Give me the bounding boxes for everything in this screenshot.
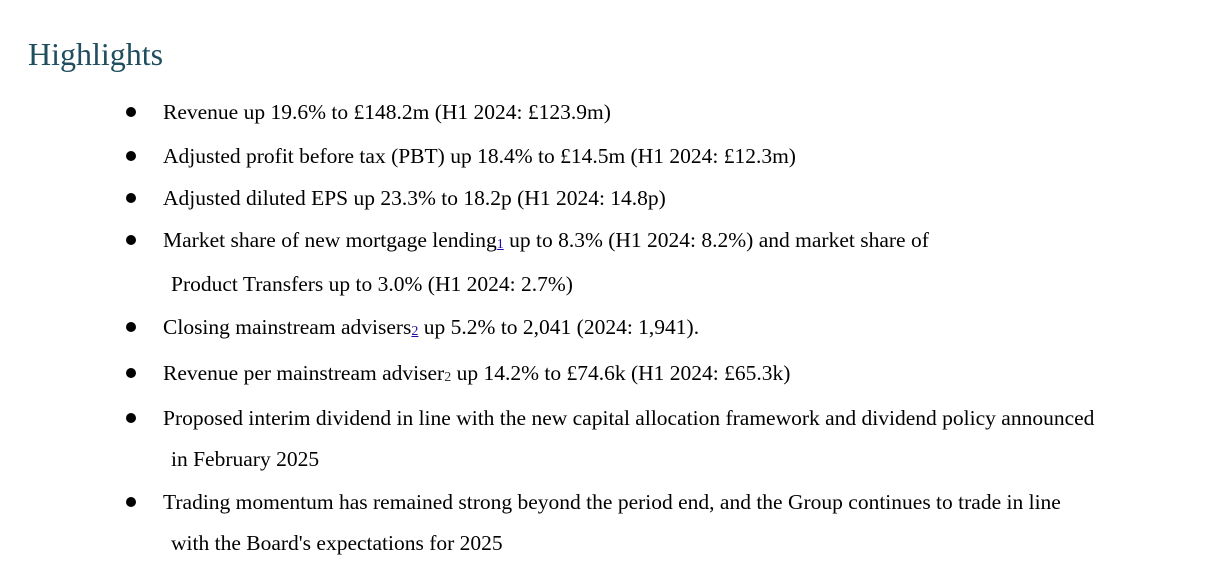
bullet-icon	[126, 235, 136, 245]
item-text	[163, 313, 699, 346]
item-text: Proposed interim dividend in line with the new capital allocation framework and dividend policy announced	[163, 406, 1095, 430]
item-text-end: up to 8.3% (H1 2024: 8.2%) and market share of	[503, 228, 929, 252]
footnote-link-2[interactable]: 2	[411, 324, 419, 339]
bullet-icon	[126, 322, 136, 332]
bullet-icon	[126, 368, 136, 378]
item-text: Adjusted profit before tax (PBT) up 18.4% to £14.5m (H1 2024: £12.3m)	[163, 144, 796, 168]
item-text-start: Revenue per mainstream adviser	[163, 361, 445, 385]
bullet-icon	[126, 193, 136, 203]
footnote-link-1[interactable]: 1	[496, 237, 504, 252]
item-text-start: Closing mainstream advisers	[163, 315, 412, 339]
bullet-icon	[126, 151, 136, 161]
item-text-end: up 5.2% to 2,041 (2024: 1,941).	[418, 315, 700, 339]
bullet-icon	[126, 413, 136, 423]
item-text	[163, 359, 790, 392]
item-text-start: Market share of new mortgage lending	[163, 228, 497, 252]
item-continuation: with the Board's expectations for 2025	[171, 531, 503, 555]
page-title: Highlights	[28, 36, 164, 72]
item-text	[163, 226, 929, 259]
item-continuation: in February 2025	[171, 447, 320, 471]
item-text: Adjusted diluted EPS up 23.3% to 18.2p (H1 2024: 14.8p)	[163, 186, 666, 210]
item-text-end: up 14.2% to £74.6k (H1 2024: £65.3k)	[451, 361, 791, 385]
item-continuation: Product Transfers up to 3.0% (H1 2024: 2.7%)	[171, 272, 573, 296]
bullet-icon	[126, 107, 136, 117]
footnote-marker-2: 2	[444, 370, 452, 385]
bullet-icon	[126, 497, 136, 507]
item-text: Trading momentum has remained strong beyond the period end, and the Group continues to trade in line	[163, 490, 1061, 514]
item-text: Revenue up 19.6% to £148.2m (H1 2024: £123.9m)	[163, 100, 611, 124]
